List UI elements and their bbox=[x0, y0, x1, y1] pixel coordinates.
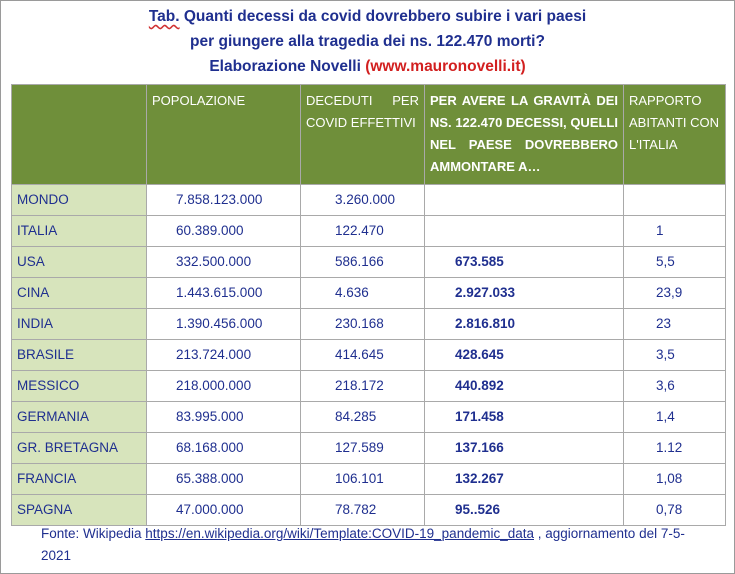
table-row bbox=[12, 371, 726, 402]
equivalente-cell: 132.267 bbox=[425, 464, 624, 495]
title-line-2: per giungere alla tragedia dei ns. 122.470 morti? bbox=[190, 33, 545, 50]
table-row bbox=[12, 216, 726, 247]
equivalente-cell: 440.892 bbox=[425, 371, 624, 402]
title-author: Elaborazione Novelli bbox=[209, 58, 366, 75]
country-cell: MESSICO bbox=[12, 371, 147, 402]
header-equivalente: PER AVERE LA GRAVITÀ DEI NS. 122.470 DECESSI, QUELLI NEL PAESE DOVREBBERO AMMONTARE A… bbox=[425, 85, 624, 185]
country-cell: BRASILE bbox=[12, 340, 147, 371]
rapporto-cell: 1.12 bbox=[624, 433, 726, 464]
wikipedia-source-link[interactable]: https://en.wikipedia.org/wiki/Template:COVID-19_pandemic_data bbox=[145, 526, 534, 541]
header-rapporto: RAPPORTO ABITANTI CON L'ITALIA bbox=[624, 85, 726, 185]
popolazione-cell: 68.168.000 bbox=[147, 433, 301, 464]
rapporto-cell: 3,5 bbox=[624, 340, 726, 371]
popolazione-cell: 218.000.000 bbox=[147, 371, 301, 402]
country-cell: CINA bbox=[12, 278, 147, 309]
table-header-row bbox=[12, 85, 726, 185]
covid-deaths-table bbox=[11, 84, 726, 526]
equivalente-cell: 2.927.033 bbox=[425, 278, 624, 309]
deceduti-cell: 230.168 bbox=[301, 309, 425, 340]
equivalente-cell: 428.645 bbox=[425, 340, 624, 371]
table-row bbox=[12, 402, 726, 433]
popolazione-cell: 60.389.000 bbox=[147, 216, 301, 247]
deceduti-cell: 586.166 bbox=[301, 247, 425, 278]
header-popolazione: POPOLAZIONE bbox=[147, 85, 301, 185]
deceduti-cell: 414.645 bbox=[301, 340, 425, 371]
country-cell: MONDO bbox=[12, 185, 147, 216]
title-line-1-text: Quanti decessi da covid dovrebbero subire i vari paesi bbox=[179, 8, 587, 25]
equivalente-cell: 95..526 bbox=[425, 495, 624, 526]
document-title bbox=[0, 4, 735, 79]
table-row bbox=[12, 495, 726, 526]
rapporto-cell: 1,08 bbox=[624, 464, 726, 495]
source-footnote bbox=[41, 523, 711, 567]
table-row bbox=[12, 433, 726, 464]
popolazione-cell: 65.388.000 bbox=[147, 464, 301, 495]
equivalente-cell: 2.816.810 bbox=[425, 309, 624, 340]
popolazione-cell: 213.724.000 bbox=[147, 340, 301, 371]
country-cell: SPAGNA bbox=[12, 495, 147, 526]
title-line-3 bbox=[0, 54, 735, 79]
header-deceduti: DECEDUTI PER COVID EFFETTIVI bbox=[301, 85, 425, 185]
deceduti-cell: 3.260.000 bbox=[301, 185, 425, 216]
deceduti-cell: 4.636 bbox=[301, 278, 425, 309]
footnote-suffix: , aggiornamento del 7-5-2021 bbox=[41, 526, 685, 563]
rapporto-cell: 3,6 bbox=[624, 371, 726, 402]
popolazione-cell: 1.443.615.000 bbox=[147, 278, 301, 309]
rapporto-cell: 1 bbox=[624, 216, 726, 247]
rapporto-cell: 0,78 bbox=[624, 495, 726, 526]
equivalente-cell bbox=[425, 185, 624, 216]
rapporto-cell bbox=[624, 185, 726, 216]
rapporto-cell: 5,5 bbox=[624, 247, 726, 278]
country-cell: GERMANIA bbox=[12, 402, 147, 433]
table-row bbox=[12, 464, 726, 495]
title-tab-label: Tab. bbox=[148, 8, 180, 25]
popolazione-cell: 47.000.000 bbox=[147, 495, 301, 526]
table-row bbox=[12, 247, 726, 278]
table-row bbox=[12, 278, 726, 309]
equivalente-cell: 137.166 bbox=[425, 433, 624, 464]
country-cell: USA bbox=[12, 247, 147, 278]
deceduti-cell: 84.285 bbox=[301, 402, 425, 433]
country-cell: FRANCIA bbox=[12, 464, 147, 495]
country-cell: GR. BRETAGNA bbox=[12, 433, 147, 464]
rapporto-cell: 1,4 bbox=[624, 402, 726, 433]
deceduti-cell: 218.172 bbox=[301, 371, 425, 402]
title-line-1 bbox=[0, 4, 735, 29]
footnote-prefix: Fonte: Wikipedia bbox=[41, 526, 146, 541]
header-country bbox=[12, 85, 147, 185]
deceduti-cell: 122.470 bbox=[301, 216, 425, 247]
title-website-link[interactable]: (www.mauronovelli.it) bbox=[365, 58, 526, 75]
country-cell: INDIA bbox=[12, 309, 147, 340]
rapporto-cell: 23 bbox=[624, 309, 726, 340]
equivalente-cell bbox=[425, 216, 624, 247]
popolazione-cell: 332.500.000 bbox=[147, 247, 301, 278]
equivalente-cell: 673.585 bbox=[425, 247, 624, 278]
equivalente-cell: 171.458 bbox=[425, 402, 624, 433]
deceduti-cell: 78.782 bbox=[301, 495, 425, 526]
popolazione-cell: 83.995.000 bbox=[147, 402, 301, 433]
country-cell: ITALIA bbox=[12, 216, 147, 247]
popolazione-cell: 1.390.456.000 bbox=[147, 309, 301, 340]
rapporto-cell: 23,9 bbox=[624, 278, 726, 309]
table-row bbox=[12, 185, 726, 216]
deceduti-cell: 127.589 bbox=[301, 433, 425, 464]
table-row bbox=[12, 309, 726, 340]
table-row bbox=[12, 340, 726, 371]
popolazione-cell: 7.858.123.000 bbox=[147, 185, 301, 216]
deceduti-cell: 106.101 bbox=[301, 464, 425, 495]
